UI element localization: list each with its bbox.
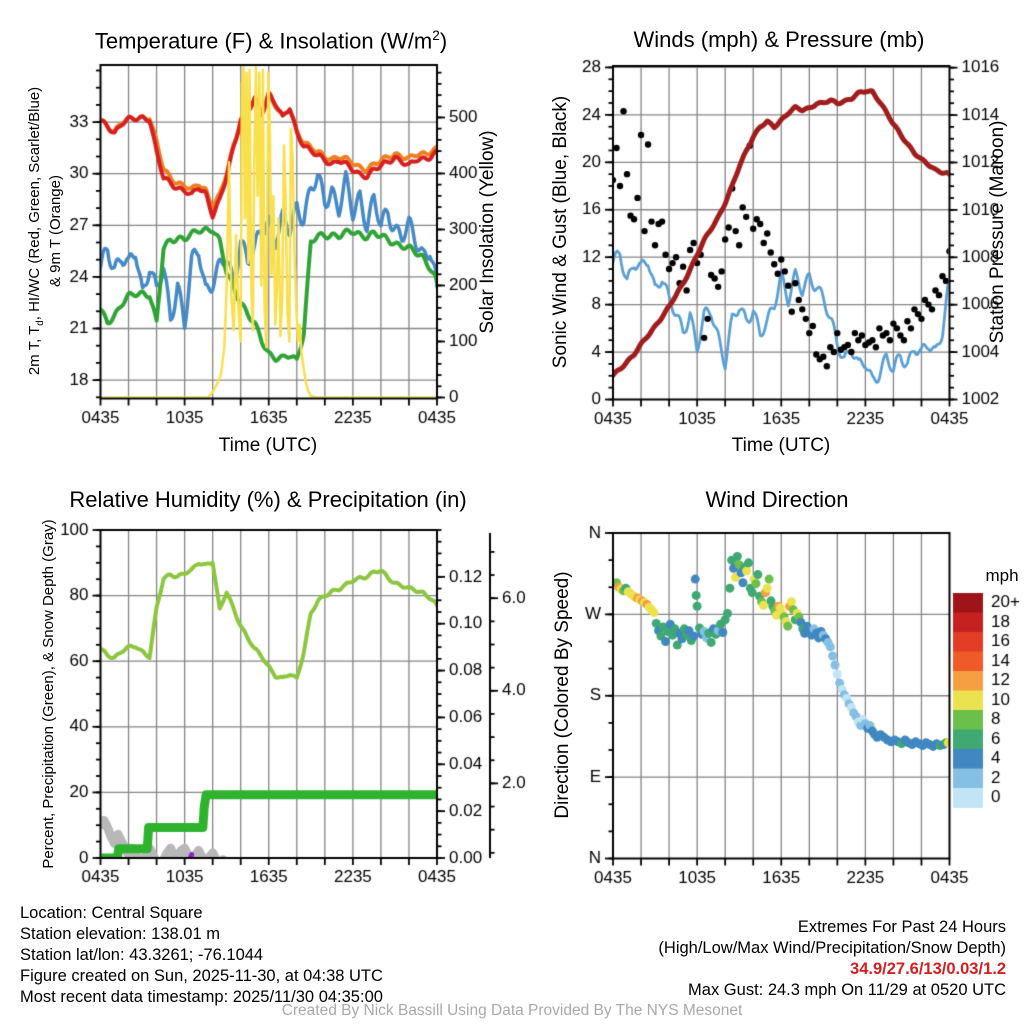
winds-xaxis-label: Time (UTC) — [731, 435, 831, 456]
extremes-block — [658, 917, 1006, 1001]
extremes-values: 34.9/27.6/13/0.03/1.2 — [850, 960, 1006, 978]
station-latlon: Station lat/lon: 43.3261; -76.1044 — [20, 946, 264, 964]
humidity-precip-title: Relative Humidity (%) & Precipitation (in) — [69, 487, 467, 512]
extremes-title: Extremes For Past 24 Hours — [797, 918, 1006, 936]
extremes-subtitle: (High/Low/Max Wind/Precipitation/Snow Depth) — [658, 939, 1006, 957]
temp-xaxis-label: Time (UTC) — [218, 435, 318, 456]
wind-left-axis-label: Sonic Wind & Gust (Blue, Black) — [550, 95, 571, 369]
station-info-block — [20, 903, 383, 1008]
colorbar-unit-label: mph — [985, 566, 1019, 585]
temp-left-axis-label: 2m T, $T_d$, HI/WC (Red, Green, Scarlet/Blue) & 9m T (Orange) — [25, 86, 64, 376]
winds-pressure-title: Winds (mph) & Pressure (mb) — [633, 27, 925, 52]
pressure-right-axis-label: Station Pressure (Maroon) — [987, 120, 1008, 344]
insolation-right-axis-label: Solar Insolation (Yellow) — [477, 130, 498, 334]
wind-direction-title: Wind Direction — [705, 487, 849, 512]
most-recent-data-timestamp: Most recent data timestamp: 2025/11/30 04:35:00 — [20, 988, 383, 1006]
figure-created-timestamp: Figure created on Sun, 2025-11-30, at 04:38 UTC — [20, 967, 383, 985]
humidity-left-axis-label: Percent, Precipitation (Green), & Snow Depth (Gray) — [40, 519, 58, 869]
max-gust-line: Max Gust: 24.3 mph On 11/29 at 0520 UTC — [688, 981, 1006, 999]
direction-left-axis-label: Direction (Colored By Speed) — [552, 571, 573, 819]
station-location: Location: Central Square — [20, 904, 203, 922]
temp-insolation-title: Temperature (F) & Insolation $(W/m^2)$ — [94, 28, 448, 54]
station-elevation: Station elevation: 138.01 m — [20, 925, 220, 943]
credit-line: Created By Nick Bassill Using Data Provided By The NYS Mesonet — [281, 1002, 743, 1019]
